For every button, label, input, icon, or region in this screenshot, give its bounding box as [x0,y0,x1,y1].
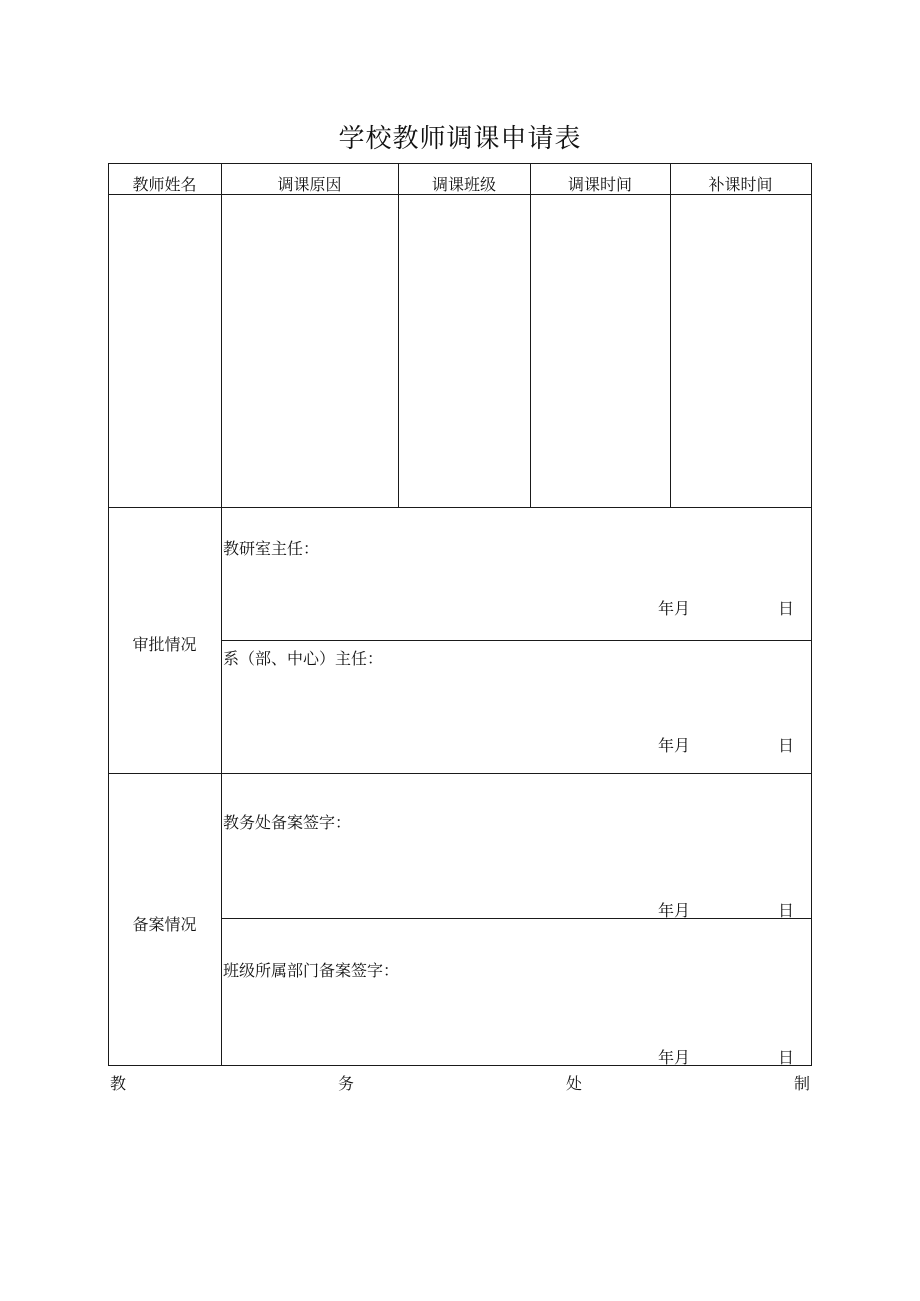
faculty-head-label: 系（部、中心）主任： [223,649,384,668]
change-time-cell[interactable] [531,195,670,507]
header-teacher-name: 教师姓名 [132,175,197,194]
date-day: 日 [778,1048,795,1067]
footer-char: 务 [338,1074,355,1093]
date-year-month: 年月 [658,1048,691,1067]
filing-label: 备案情况 [132,915,197,934]
makeup-time-cell[interactable] [671,195,811,507]
date-day: 日 [778,901,795,920]
date-day: 日 [778,736,795,755]
date-year-month: 年月 [658,599,691,618]
header-change-time: 调课时间 [567,175,632,194]
department-head-label: 教研室主任： [223,539,320,558]
class-department-signature-label: 班级所属部门备案签字： [223,961,400,980]
footer-char: 制 [794,1074,811,1093]
header-makeup-time: 补课时间 [708,175,773,194]
footer-char: 处 [566,1074,583,1093]
footer-char: 教 [110,1074,127,1093]
date-year-month: 年月 [658,901,691,920]
reason-cell[interactable] [222,195,398,507]
date-day: 日 [778,599,795,618]
page-title: 学校教师调课申请表 [338,124,582,154]
academic-office-signature-label: 教务处备案签字： [223,813,352,832]
approval-label: 审批情况 [132,635,197,654]
header-class: 调课班级 [431,175,496,194]
date-year-month: 年月 [658,736,691,755]
teacher-name-cell[interactable] [109,195,221,507]
header-reason: 调课原因 [277,175,342,194]
class-cell[interactable] [399,195,530,507]
